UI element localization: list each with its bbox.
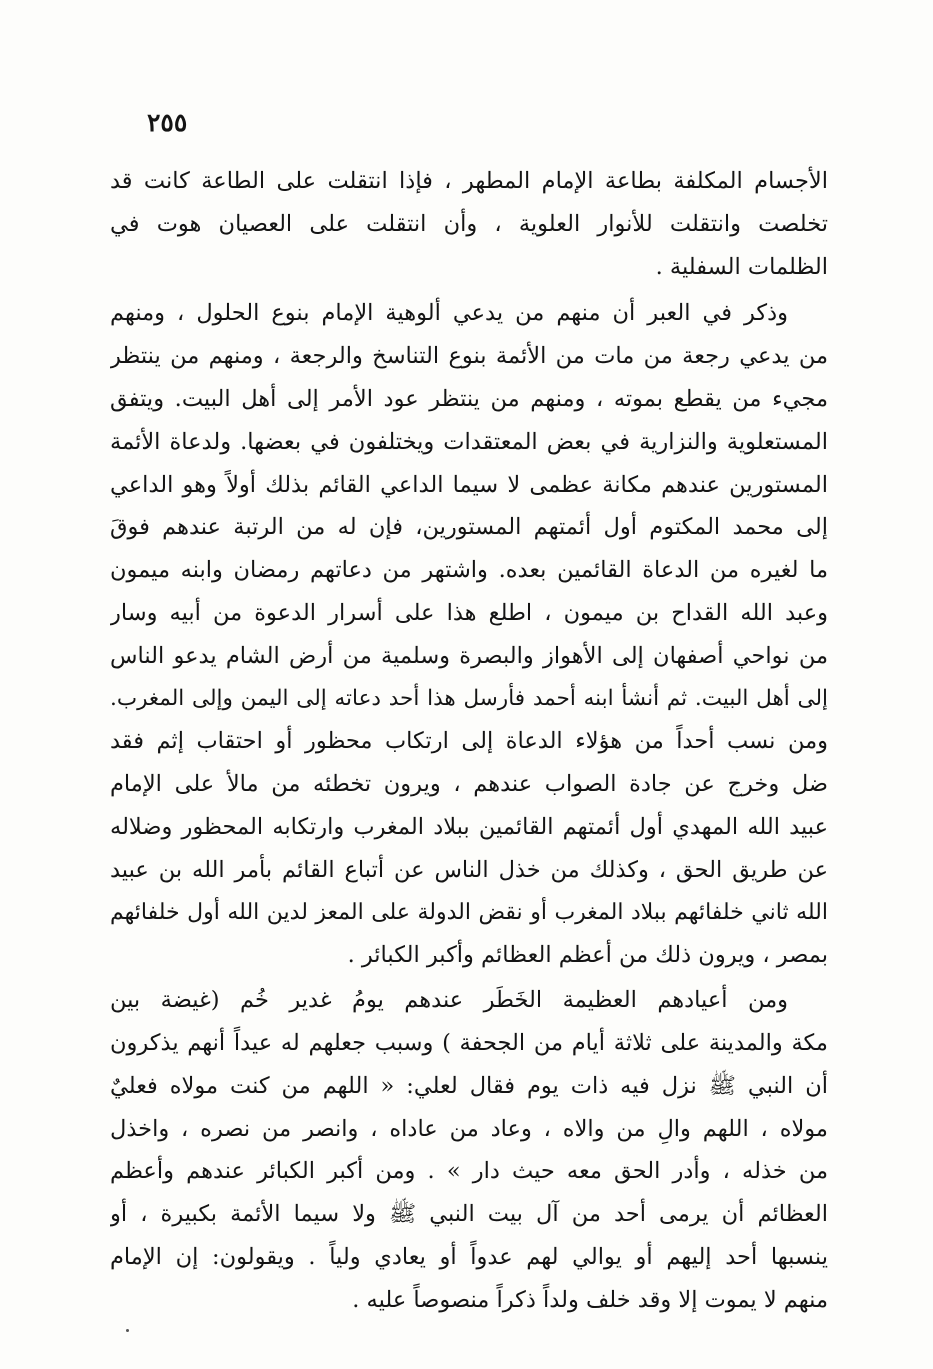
text-line: [110, 292, 828, 335]
text-line: وعبد الله القداح بن ميمون ، اطلع هذا على أسرار الدعوة من أبيه وسار: [110, 599, 828, 626]
text-line: مولاه ، اللهم والِ من والاه ، وعاد من عاداه ، وانصر من نصره ، واخذل: [110, 1115, 828, 1142]
text-line: عبيد الله المهدي أول أئمتهم القائمين ببلاد المغرب وارتكابه المحظور وضلاله: [110, 813, 828, 840]
text-line: الله ثاني خلفائهم ببلاد المغرب أو نقض الدولة على المعز لدين الله أول خلفائهم: [110, 899, 828, 925]
text-line: ضل وخرج عن جادة الصواب عندهم ، ويرون تخطئه من مالأ على الإمام: [110, 771, 828, 798]
text-line: إلى أهل البيت. ثم أنشأ ابنه أحمد فأرسل هذا أحد دعاته إلى اليمن وإلى المغرب.: [110, 685, 828, 711]
paragraph-1: [110, 160, 828, 288]
text-line: من يدعي رجعة من مات من الأئمة بنوع التناسخ والرجعة ، ومنهم من ينتظر: [110, 343, 828, 370]
text-line: منهم لا يموت إلا وقد خلف ولداً ذكراً منصوصاً عليه .: [352, 1286, 828, 1313]
text-line: مكة والمدينة على ثلاثة أيام من الجحفة ) وسبب جعلهم له عيداً أنهم يذكرون: [110, 1029, 828, 1056]
text-line: تخلصت وانتقلت للأنوار العلوية ، وأن انتقلت على العصيان هوت في: [110, 210, 828, 237]
text-line: مجيء من يقطع بموته ، ومنهم من ينتظر عود الأمر إلى أهل البيت. ويتفق: [110, 385, 828, 412]
text-line: العظائم أن يرمى أحد من آل بيت النبي ﷺ ولا سيما الأئمة بكبيرة ، أو: [110, 1201, 828, 1228]
page-number: ٢٥٥: [147, 108, 188, 137]
text-line: من نواحي أصفهان إلى الأهواز والبصرة وسلمية من أرض الشام يدعو الناس: [110, 642, 828, 669]
paragraph-2: [110, 292, 828, 977]
text-line: ومن نسب أحداً من هؤلاء الدعاة إلى ارتكاب محظور أو احتقاب إثم فقد: [110, 728, 828, 755]
text-line: المستعلوية والنزارية في بعض المعتقدات ويختلفون في بعضها. ولدعاة الأئمة: [110, 428, 828, 455]
text-line: أن النبي ﷺ نزل فيه ذات يوم فقال لعلي: « اللهم من كنت مولاه فعليٌ: [110, 1072, 828, 1099]
paragraph-3: [110, 979, 828, 1321]
text-line: الظلمات السفلية .: [655, 253, 828, 280]
text-line: المستورين عندهم مكانة عظمى لا سيما الداعي القائم بذلك أولاً وهو الداعي: [110, 471, 828, 498]
text-line: إلى محمد المكتوم أول أئمتهم المستورين، فإن له من الرتبة عندهم فوقَ: [110, 514, 828, 541]
text-line: ما لغيره من الدعاة القائمين بعده. واشتهر من دعاتهم رمضان وابنه ميمون: [110, 557, 828, 584]
body-text: [110, 160, 828, 1322]
text-line: [110, 979, 828, 1022]
text-line: الأجسام المكلفة بطاعة الإمام المطهر ، فإذا انتقلت على الطاعة كانت قد: [110, 168, 828, 194]
text-line: عن طريق الحق ، وكذلك من خذل الناس عن أتباع القائم بأمر الله بن عبيد: [110, 856, 828, 883]
text-line-content: ومن أعيادهم العظيمة الخَطَر عندهم يومُ غدير خُم (غيضة بين: [110, 987, 788, 1014]
text-line-content: وذكر في العبر أن منهم من يدعي ألوهية الإمام بنوع الحلول ، ومنهم: [110, 300, 788, 327]
text-line: من خذله ، وأدر الحق معه حيث دار » . ومن أكبر الكبائر عندهم وأعظم: [110, 1158, 828, 1185]
scan-speck: [126, 1329, 129, 1332]
text-line: ينسبها أحد إليهم أو يوالي لهم عدواً أو يعادي ولياً . ويقولون: إن الإمام: [110, 1243, 828, 1270]
text-line: بمصر ، ويرون ذلك من أعظم العظائم وأكبر الكبائر .: [347, 942, 828, 969]
